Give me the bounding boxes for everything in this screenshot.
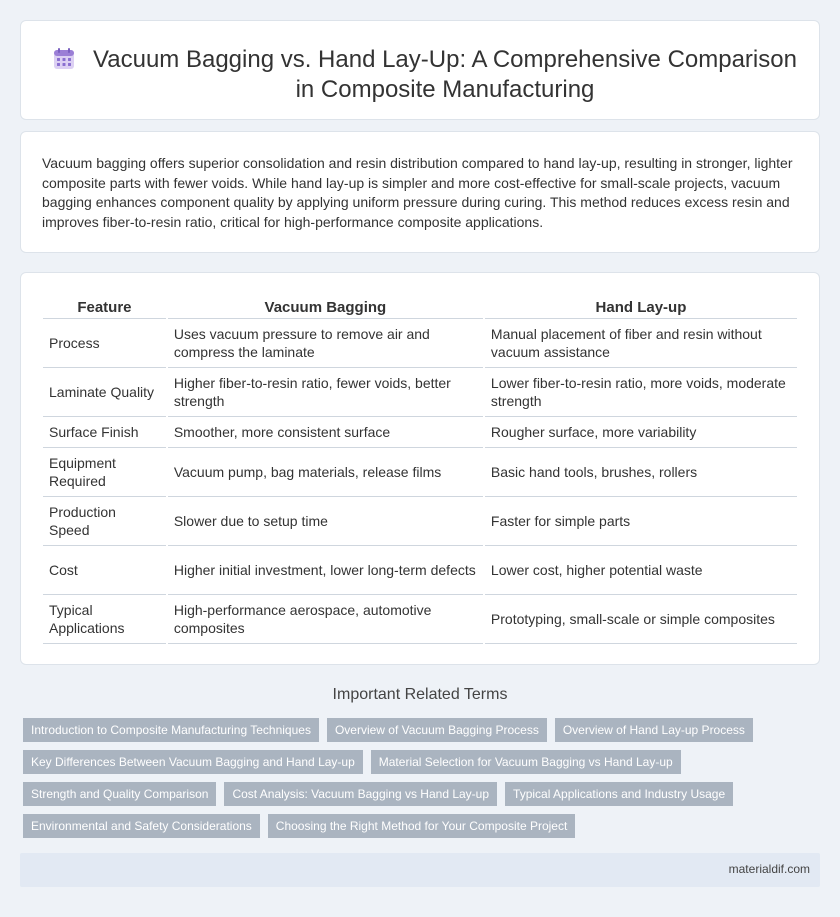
related-terms-heading: Important Related Terms — [332, 686, 508, 703]
page-title: Vacuum Bagging vs. Hand Lay-Up: A Comprehensive Comparison in Composite Manufacturing — [93, 46, 797, 103]
intro-text: Vacuum bagging offers superior consolidation and resin distribution compared to hand lay-up, resulting in stronger, lighter composite parts with fewer voids. While hand lay-up is simpler and more cost-effective for small-scale projects, vacuum bagging enhances component quality by applying uniform pressure during curing. This method reduces excess resin and improves fiber-to-resin ratio, critical for high-performance composite applications. — [42, 155, 793, 230]
related-term-tag[interactable]: Typical Applications and Industry Usage — [505, 782, 733, 806]
row-vacuum-bagging: Higher fiber-to-resin ratio, fewer voids, better strength — [168, 368, 483, 417]
row-hand-lay-up: Lower cost, higher potential waste — [485, 546, 797, 595]
header-card — [20, 20, 820, 120]
intro-card — [20, 131, 820, 253]
row-feature: Process — [43, 319, 166, 368]
row-vacuum-bagging: Vacuum pump, bag materials, release films — [168, 448, 483, 497]
related-term-tag[interactable]: Introduction to Composite Manufacturing Techniques — [23, 718, 319, 742]
row-vacuum-bagging: Smoother, more consistent surface — [168, 417, 483, 448]
row-vacuum-bagging: Higher initial investment, lower long-term defects — [168, 546, 483, 595]
column-header-feature: Feature — [43, 295, 166, 319]
related-term-tag[interactable]: Overview of Hand Lay-up Process — [555, 718, 753, 742]
table-row — [43, 448, 797, 497]
footer — [20, 853, 820, 887]
related-term-tag[interactable]: Strength and Quality Comparison — [23, 782, 216, 806]
row-feature: Equipment Required — [43, 448, 166, 497]
row-hand-lay-up: Rougher surface, more variability — [485, 417, 797, 448]
row-feature: Typical Applications — [43, 595, 166, 644]
table-row — [43, 417, 797, 448]
row-vacuum-bagging: Slower due to setup time — [168, 497, 483, 546]
table-row — [43, 595, 797, 644]
row-hand-lay-up: Faster for simple parts — [485, 497, 797, 546]
row-hand-lay-up: Basic hand tools, brushes, rollers — [485, 448, 797, 497]
related-term-tag[interactable]: Cost Analysis: Vacuum Bagging vs Hand Lay-up — [224, 782, 497, 806]
related-term-tag[interactable]: Choosing the Right Method for Your Composite Project — [268, 814, 576, 838]
row-feature: Cost — [43, 546, 166, 595]
calendar-icon — [52, 47, 76, 71]
footer-site-link[interactable]: materialdif.com — [728, 862, 810, 876]
row-vacuum-bagging: Uses vacuum pressure to remove air and compress the laminate — [168, 319, 483, 368]
row-feature: Laminate Quality — [43, 368, 166, 417]
row-hand-lay-up: Lower fiber-to-resin ratio, more voids, moderate strength — [485, 368, 797, 417]
table-row — [43, 319, 797, 368]
related-term-tag[interactable]: Material Selection for Vacuum Bagging vs Hand Lay-up — [371, 750, 681, 774]
comparison-card — [20, 272, 820, 665]
row-hand-lay-up: Prototyping, small-scale or simple composites — [485, 595, 797, 644]
row-hand-lay-up: Manual placement of fiber and resin without vacuum assistance — [485, 319, 797, 368]
row-feature: Surface Finish — [43, 417, 166, 448]
column-header-vacuum-bagging: Vacuum Bagging — [168, 295, 483, 319]
row-feature: Production Speed — [43, 497, 166, 546]
comparison-table — [41, 295, 799, 644]
related-term-tag[interactable]: Key Differences Between Vacuum Bagging and Hand Lay-up — [23, 750, 363, 774]
column-header-hand-lay-up: Hand Lay-up — [485, 295, 797, 319]
table-row — [43, 368, 797, 417]
related-terms-list — [23, 718, 803, 846]
row-vacuum-bagging: High-performance aerospace, automotive composites — [168, 595, 483, 644]
table-row — [43, 497, 797, 546]
related-term-tag[interactable]: Overview of Vacuum Bagging Process — [327, 718, 547, 742]
table-row — [43, 546, 797, 595]
related-term-tag[interactable]: Environmental and Safety Considerations — [23, 814, 260, 838]
